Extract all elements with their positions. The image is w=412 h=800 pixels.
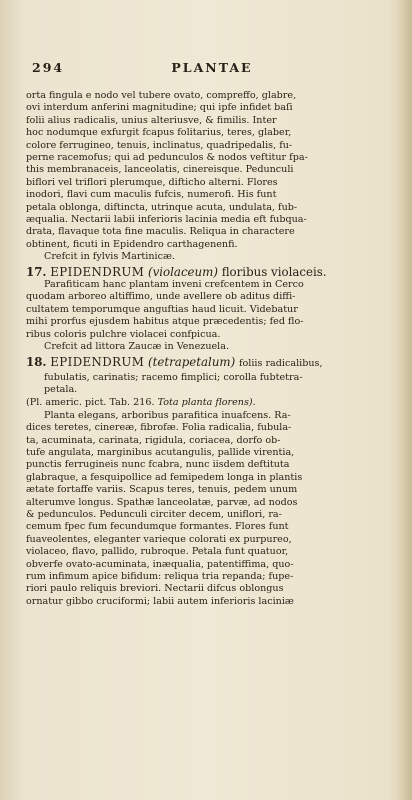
text-line: this membranaceis, lanceolatis, cinereisque. Pedunculi xyxy=(26,164,294,176)
text-line: & pedunculos. Pedunculi circiter decem, uniflori, ra- xyxy=(26,509,282,520)
text-line: fuaveolentes, eleganter varieque colorati ex purpureo, xyxy=(26,533,292,545)
text-line: punctis ferrugineis nunc fcabra, nunc iisdem deftituta xyxy=(26,459,290,471)
entry-number: 18. xyxy=(26,355,47,370)
text-line: ta, acuminata, carinata, rigidula, coriacea, dorfo ob- xyxy=(26,434,281,446)
habitat-line: Crefcit ad littora Zaucæ in Venezuela. xyxy=(44,340,230,352)
paragraph-18 xyxy=(26,410,400,609)
reference-note: Tota planta florens). xyxy=(157,397,256,409)
text-line: æqualia. Nectarii labii inferioris lacinia media eft fubqua- xyxy=(26,214,307,226)
text-line: mihi prorfus ejusdem habitus atque præcedentis; fed flo- xyxy=(26,316,304,328)
entry-heading-18 xyxy=(26,355,400,371)
reference-text: (Pl. americ. pict. Tab. 216. xyxy=(26,397,155,409)
entry-diagnosis-line: petala. xyxy=(44,383,78,395)
text-line: riori paulo reliquis breviori. Nectarii difcus oblongus xyxy=(26,583,284,595)
entry-genus: EPIDENDRUM xyxy=(50,264,145,279)
text-line: cemum fpec fum fecundumque formantes. Flores funt xyxy=(26,521,289,533)
entry-number: 17. xyxy=(26,264,47,279)
text-line: colore ferrugineo, tenuis, inclinatus, quadripedalis, fu- xyxy=(26,139,293,151)
paragraph-17 xyxy=(26,279,400,353)
text-line: violaceo, flavo, pallido, rubroque. Petala funt quatuor, xyxy=(26,546,289,558)
text-line: ribus coloris pulchre violacei confpicua. xyxy=(26,328,221,340)
text-line: inodori, flavi cum maculis fufcis, numerofi. His funt xyxy=(26,189,277,201)
body-text xyxy=(26,90,400,608)
page-number: 294 xyxy=(32,60,65,75)
text-line: rum infimum apice bifidum: reliqua tria repanda; fupe- xyxy=(26,571,294,583)
text-line: orta fingula e nodo vel tubere ovato, compreffo, glabre, xyxy=(26,90,297,101)
spine-shadow xyxy=(398,0,412,800)
text-line: obtinent, ficuti in Epidendro carthagenenfi. xyxy=(26,238,238,250)
text-line: biflori vel triflori plerumque, difticho alterni. Flores xyxy=(26,176,278,188)
plate-reference xyxy=(26,397,400,409)
text-line: glabraque, a fesquipollice ad femipedem longa in plantis xyxy=(26,471,303,483)
text-line: alterumve longus. Spathæ lanceolatæ, parvæ, ad nodos xyxy=(26,496,298,508)
text-line: tufe angulata, marginibus acutangulis, pallide virentia, xyxy=(26,446,295,458)
text-line: folii alius radicalis, unius alteriusve, & fimilis. Inter xyxy=(26,114,277,126)
entry-diagnosis: foliis radicalibus, xyxy=(238,358,323,370)
entry-genus: EPIDENDRUM xyxy=(50,355,145,370)
text-line: cultatem temporumque anguftias haud licuit. Videbatur xyxy=(26,303,298,315)
text-line: dices teretes, cinereæ, fibrofæ. Folia radicalia, fubula- xyxy=(26,422,292,434)
entry-diagnosis-line: fubulatis, carinatis; racemo fimplici; corolla fubtetra- xyxy=(44,371,303,383)
habitat-line: Crefcit in fylvis Martinicæ. xyxy=(44,251,176,263)
text-line: ovi interdum anferini magnitudine; qui ipfe infidet baſi xyxy=(26,102,293,114)
text-line: quodam arboreo altiffimo, unde avellere ob aditus diffi- xyxy=(26,291,296,303)
text-line: ætate fortaffe variis. Scapus teres, tenuis, pedem unum xyxy=(26,484,298,496)
entry-diagnosis: floribus violaceis. xyxy=(221,264,327,279)
entry-heading-17 xyxy=(26,265,400,279)
entry-epithet: (violaceum) xyxy=(148,264,218,279)
text-line: perne racemofus; qui ad pedunculos & nodos veftitur fpa- xyxy=(26,152,308,164)
text-line: petala oblonga, diftincta, utrinque acuta, undulata, fub- xyxy=(26,201,298,213)
text-line: obverfe ovato-acuminata, inæqualia, patentiffima, quo- xyxy=(26,558,294,570)
page-header xyxy=(26,60,398,78)
text-line: ornatur gibbo cruciformi; labii autem inferioris laciniæ xyxy=(26,595,294,607)
paragraph-16-continuation xyxy=(26,90,400,264)
running-head: PLANTAE xyxy=(171,60,253,75)
text-line: Planta elegans, arboribus parafitica inuafcens. Ra- xyxy=(44,409,291,421)
text-line: hoc nodumque exfurgit fcapus folitarius, teres, glaber, xyxy=(26,127,292,139)
entry-epithet: (tetrapetalum) xyxy=(148,355,236,370)
text-line: Parafiticam hanc plantam inveni crefcentem in Cerco xyxy=(44,278,304,290)
text-line: drata, flavaque tota fine maculis. Reliqua in charactere xyxy=(26,226,295,238)
